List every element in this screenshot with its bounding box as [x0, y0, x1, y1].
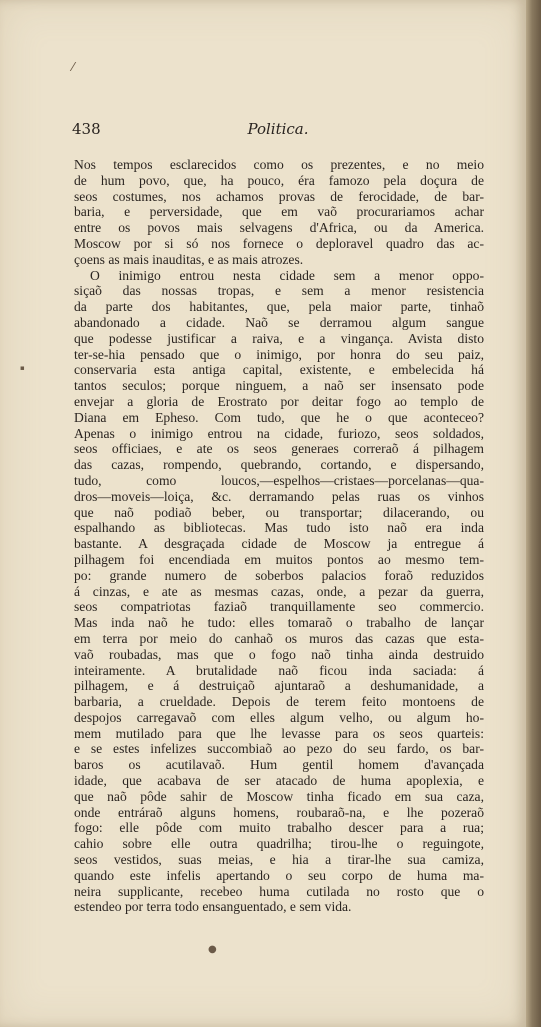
- text-line: em terra por meio do canhaõ os muros das cazas que esta-: [74, 630, 484, 646]
- text-line: estendeo por terra todo ensanguentado, e sem vida.: [74, 899, 352, 915]
- text-line: baros os acutilavaõ. Hum gentil homem d'avançada: [74, 757, 484, 773]
- text-line: espalhando as bibliotecas. Mas tudo isto naõ era inda: [74, 520, 484, 536]
- text-line: Diana em Epheso. Com tudo, que he o que aconteceo?: [74, 409, 484, 425]
- ink-spot: ●: [208, 944, 217, 955]
- text-line: que podesse justificar a raiva, e a vingança. Avista disto: [74, 330, 484, 346]
- text-line: mem mutilado para que lhe levasse para os seos quarteis:: [74, 725, 484, 741]
- text-line: çoens as mais inauditas, e as mais atrozes.: [74, 251, 304, 267]
- text-line: Nos tempos esclarecidos como os prezentes, e no meio: [74, 157, 484, 172]
- text-line: seos compatriotas faziaõ tranquillamente seo commercio.: [74, 599, 484, 615]
- text-line: das cazas, rompendo, quebrando, cortando, e dispersando,: [74, 457, 484, 473]
- text-line: barbaria, a crueldade. Depois de terem feito montoens de: [74, 694, 484, 710]
- text-line: entre os povos mais selvagens d'Africa, ou da America.: [74, 220, 484, 236]
- pen-mark: ⁄: [72, 60, 75, 74]
- text-line: que naõ podiaõ beber, ou transportar; dilacerando, ou: [74, 504, 484, 520]
- running-title: Politica.: [247, 120, 309, 138]
- text-line: idade, que acabava de ser atacado de huma apoplexia, e: [74, 773, 484, 789]
- text-line: neira supplicante, recebeo huma cutilada no rosto que o: [74, 883, 484, 899]
- text-line: onde entráraõ alguns homens, roubaraõ-na, e lhe pozeraõ: [74, 804, 484, 820]
- text-line: tudo, como loucos,—espelhos—cristaes—porcelanas—qua-: [74, 472, 484, 488]
- text-line: siçaõ das nossas tropas, e sem a menor resistencia: [74, 283, 484, 299]
- text-line: seos costumes, nos achamos provas de ferocidade, de bar-: [74, 188, 484, 204]
- text-line: seos vestidos, suas meias, e hia a tirar-lhe sua camiza,: [74, 852, 484, 868]
- text-line: vaõ roubadas, mas que o fogo naõ tinha ainda destruido: [74, 646, 484, 662]
- text-line: seos officiaes, e ate os seos generaes correraõ á pilhagem: [74, 441, 484, 457]
- text-line: tantos seculos; porque ninguem, a naõ ser insensato pode: [74, 378, 484, 394]
- text-line: Apenas o inimigo entrou na cidade, furiozo, seos soldados,: [74, 425, 484, 441]
- text-line: de hum povo, que, ha pouco, éra famozo pela doçura de: [74, 172, 484, 188]
- text-line: fogo: elle pôde com muito trabalho descer para a rua;: [74, 820, 484, 836]
- text-line: O inimigo entrou nesta cidade sem a menor oppo-: [90, 267, 484, 283]
- text-line: inteiramente. A brutalidade naõ ficou inda saciada: á: [74, 662, 484, 678]
- text-line: da parte dos habitantes, que, pela maior parte, tinhaõ: [74, 299, 484, 315]
- text-line: envejar a gloria de Erostrato por deitar fogo ao templo de: [74, 393, 484, 409]
- text-line: conservaria esta antiga capital, existente, e embelecida há: [74, 362, 484, 378]
- text-line: po: grande numero de soberbos palacios foraõ reduzidos: [74, 567, 484, 583]
- text-line: cahio sobre elle outra quadrilha; tirou-lhe o reguingote,: [74, 836, 484, 852]
- ink-spot: ▪: [20, 364, 25, 372]
- text-line: pilhagem foi encendiada em muitos pontos ao mesmo tem-: [74, 551, 484, 567]
- text-line: dros—moveis—loiça, &c. derramando pelas ruas os vinhos: [74, 488, 484, 504]
- text-line: á cinzas, e ate as mesmas cazas, onde, a pezar da guerra,: [74, 583, 484, 599]
- text-line: quando este infelis apertando o seu corpo de huma ma-: [74, 867, 484, 883]
- text-line: que naõ pôde sahir de Moscow tinha ficado em sua caza,: [74, 788, 484, 804]
- body-text: [74, 157, 484, 915]
- text-line: Moscow por si só nos fornece o deploravel quadro das ac-: [74, 235, 484, 251]
- page-edge: [526, 0, 541, 1027]
- text-line: Mas inda naõ he tudo: elles tomaraõ o trabalho de lançar: [74, 615, 484, 631]
- text-line: baria, e perversidade, que em vaõ procurariamos achar: [74, 204, 484, 220]
- text-line: ter-se-hia pensado que o inimigo, por honra do seu paiz,: [74, 346, 484, 362]
- page-number: 438: [72, 120, 101, 138]
- text-line: bastante. A desgraçada cidade de Moscow ja entregue á: [74, 536, 484, 552]
- text-line: despojos carregavaõ com elles algum velho, ou algum ho-: [74, 709, 484, 725]
- text-line: pilhagem, e á destruiçaõ ajuntaraõ a deshumanidade, a: [74, 678, 484, 694]
- text-line: e se estes infelizes succombiaõ ao pezo do seu fardo, os bar-: [74, 741, 484, 757]
- text-line: abandonado a cidade. Naõ se derramou algum sangue: [74, 314, 484, 330]
- page-header: [72, 120, 484, 142]
